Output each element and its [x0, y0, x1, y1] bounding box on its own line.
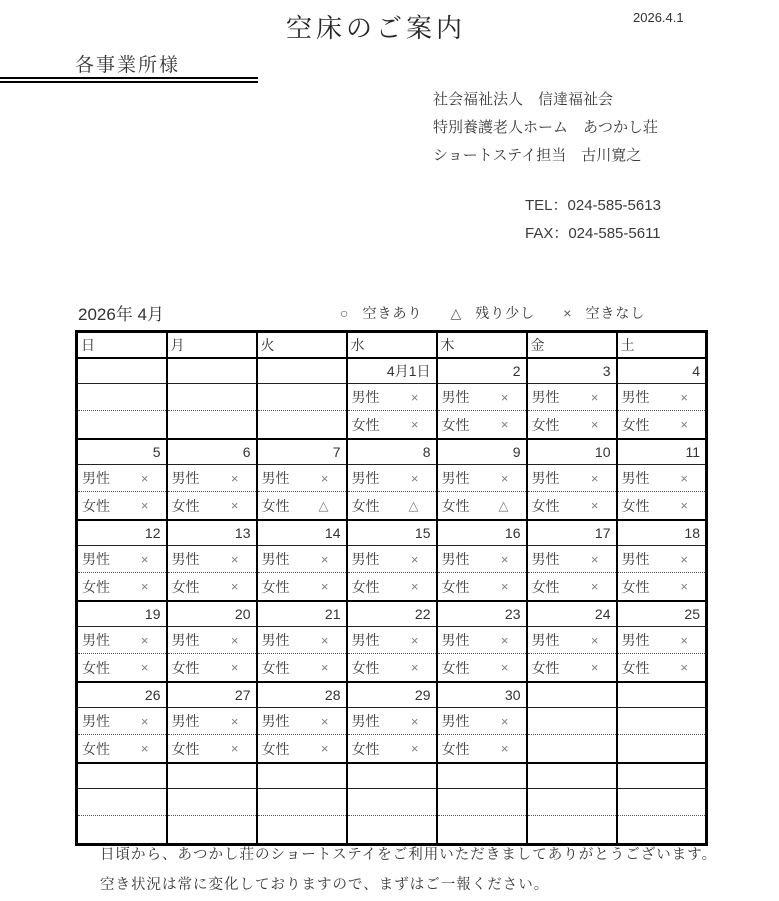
female-row — [77, 492, 707, 521]
date-cell: 17 — [527, 520, 617, 546]
gender-label: 女性 — [441, 659, 470, 676]
availability-cell — [617, 735, 707, 764]
circle-vacancy-icon: ○ — [340, 305, 349, 321]
date-cell: 22 — [347, 601, 437, 627]
availability-cell — [527, 546, 617, 573]
availability-cell — [77, 627, 167, 654]
availability-cell — [167, 654, 257, 683]
gender-label: 男性 — [441, 551, 470, 567]
availability-cell — [347, 465, 437, 492]
sender-organization: 社会福祉法人 信達福祉会 — [433, 91, 614, 108]
availability-symbol: × — [680, 632, 688, 648]
fax-number: FAX：024-585-5611 — [525, 225, 661, 242]
gender-label: 男性 — [621, 632, 650, 648]
availability-cell — [437, 789, 527, 816]
date-cell: 9 — [437, 439, 527, 465]
availability-symbol: × — [590, 498, 599, 513]
availability-cell — [617, 627, 707, 654]
availability-cell — [617, 573, 707, 602]
day-header: 水 — [347, 332, 437, 359]
gender-label: 男性 — [82, 713, 110, 729]
availability-cell — [167, 708, 257, 735]
date-cell: 12 — [77, 520, 167, 546]
legend-item — [340, 303, 422, 323]
date-row — [77, 601, 707, 627]
availability-symbol: × — [590, 632, 599, 648]
gender-label: 男性 — [171, 713, 200, 729]
availability-symbol: × — [680, 417, 688, 432]
date-cell: 30 — [437, 682, 527, 708]
issue-date: 2026.4.1 — [633, 10, 684, 25]
gender-label: 男性 — [441, 632, 470, 648]
availability-symbol: × — [410, 632, 419, 648]
gender-label: 女性 — [171, 578, 200, 595]
gender-label: 女性 — [171, 740, 200, 757]
availability-cell — [437, 411, 527, 440]
date-cell: 19 — [77, 601, 167, 627]
cross-full-icon: × — [563, 305, 572, 321]
date-cell — [77, 358, 167, 384]
gender-label: 女性 — [621, 659, 650, 676]
availability-cell — [527, 411, 617, 440]
availability-cell — [617, 384, 707, 411]
availability-cell — [617, 411, 707, 440]
availability-cell — [347, 546, 437, 573]
day-header: 火 — [257, 332, 347, 359]
gender-label: 女性 — [441, 416, 470, 433]
availability-symbol: △ — [408, 497, 419, 513]
date-cell: 4 — [617, 358, 707, 384]
gender-label: 女性 — [531, 659, 560, 676]
availability-symbol: × — [230, 579, 239, 594]
female-row — [77, 654, 707, 683]
date-cell: 16 — [437, 520, 527, 546]
date-cell: 25 — [617, 601, 707, 627]
availability-symbol: × — [500, 551, 509, 567]
availability-symbol: × — [500, 417, 509, 432]
availability-symbol: × — [410, 579, 419, 594]
availability-symbol: × — [500, 741, 509, 756]
legend-item — [450, 303, 535, 323]
availability-cell — [167, 546, 257, 573]
availability-symbol: × — [590, 417, 599, 432]
gender-label: 女性 — [531, 497, 560, 514]
date-row — [77, 439, 707, 465]
date-cell — [167, 763, 257, 789]
availability-cell — [257, 708, 347, 735]
date-cell: 18 — [617, 520, 707, 546]
availability-cell — [77, 465, 167, 492]
availability-symbol: × — [590, 389, 599, 405]
gender-label: 女性 — [82, 578, 110, 595]
availability-cell — [257, 573, 347, 602]
availability-symbol: × — [500, 389, 509, 405]
day-header-row — [77, 332, 707, 359]
availability-cell — [257, 654, 347, 683]
gender-label: 男性 — [261, 551, 290, 567]
availability-symbol: × — [410, 389, 419, 405]
gender-label: 男性 — [441, 470, 470, 486]
availability-cell — [527, 708, 617, 735]
availability-symbol: × — [320, 741, 329, 756]
gender-label: 女性 — [171, 497, 200, 514]
male-row — [77, 627, 707, 654]
availability-cell — [437, 465, 527, 492]
availability-cell — [527, 384, 617, 411]
availability-symbol: × — [140, 498, 149, 513]
availability-symbol: × — [410, 470, 419, 486]
date-cell: 5 — [77, 439, 167, 465]
gender-label: 男性 — [171, 632, 200, 648]
gender-label: 男性 — [351, 470, 380, 486]
day-header: 木 — [437, 332, 527, 359]
availability-symbol: × — [680, 470, 688, 486]
availability-symbol: × — [680, 498, 688, 513]
availability-symbol: × — [140, 713, 149, 729]
gender-label: 女性 — [351, 416, 380, 433]
availability-symbol: × — [140, 660, 149, 675]
gender-label: 女性 — [261, 497, 290, 514]
availability-symbol: × — [590, 470, 599, 486]
gender-label: 男性 — [82, 551, 110, 567]
availability-symbol: × — [500, 470, 509, 486]
female-row — [77, 411, 707, 440]
availability-cell — [527, 573, 617, 602]
availability-symbol: × — [500, 632, 509, 648]
date-cell: 20 — [167, 601, 257, 627]
availability-symbol: × — [680, 579, 688, 594]
availability-cell — [347, 654, 437, 683]
availability-symbol: △ — [498, 497, 509, 513]
gender-label: 男性 — [261, 632, 290, 648]
date-cell — [347, 763, 437, 789]
gender-label: 女性 — [171, 659, 200, 676]
footer-line-1: 日頃から、あつかし荘のショートステイをご利用いただきましてありがとうございます。 — [100, 847, 718, 863]
availability-cell — [437, 708, 527, 735]
gender-label: 男性 — [261, 470, 290, 486]
availability-cell — [347, 492, 437, 521]
date-cell: 3 — [527, 358, 617, 384]
availability-cell — [257, 411, 347, 440]
availability-symbol: × — [500, 579, 509, 594]
availability-cell — [527, 465, 617, 492]
gender-label: 男性 — [351, 632, 380, 648]
availability-cell — [167, 411, 257, 440]
date-cell: 15 — [347, 520, 437, 546]
sender-facility: 特別養護老人ホーム あつかし荘 — [433, 119, 659, 136]
day-header: 月 — [167, 332, 257, 359]
addressee: 各事業所様 — [75, 55, 181, 76]
gender-label: 男性 — [531, 632, 560, 648]
date-cell — [77, 763, 167, 789]
telfax-block — [525, 192, 661, 248]
availability-symbol: × — [410, 713, 419, 729]
availability-cell — [167, 573, 257, 602]
availability-cell — [77, 492, 167, 521]
gender-label: 女性 — [621, 497, 650, 514]
availability-symbol: × — [680, 551, 688, 567]
gender-label: 男性 — [171, 470, 200, 486]
availability-symbol: × — [320, 470, 329, 486]
gender-label: 女性 — [351, 740, 380, 757]
availability-cell — [77, 654, 167, 683]
date-row — [77, 358, 707, 384]
availability-cell — [437, 627, 527, 654]
date-cell: 28 — [257, 682, 347, 708]
availability-calendar-table — [75, 330, 708, 846]
availability-cell — [77, 573, 167, 602]
availability-cell — [347, 708, 437, 735]
date-cell — [617, 763, 707, 789]
availability-cell — [617, 708, 707, 735]
gender-label: 男性 — [531, 470, 560, 486]
day-header: 金 — [527, 332, 617, 359]
availability-cell — [257, 492, 347, 521]
male-row — [77, 789, 707, 816]
gender-label: 女性 — [621, 416, 650, 433]
gender-label: 女性 — [441, 740, 470, 757]
tel-number: TEL：024-585-5613 — [525, 197, 661, 214]
gender-label: 女性 — [82, 497, 110, 514]
gender-label: 女性 — [261, 740, 290, 757]
gender-label: 男性 — [171, 551, 200, 567]
availability-cell — [437, 573, 527, 602]
male-row — [77, 546, 707, 573]
sender-block — [433, 86, 658, 170]
date-cell: 23 — [437, 601, 527, 627]
gender-label: 女性 — [82, 740, 110, 757]
availability-cell — [437, 735, 527, 764]
sender-contact: ショートステイ担当 古川寛之 — [433, 147, 642, 164]
day-header: 土 — [617, 332, 707, 359]
date-cell: 8 — [347, 439, 437, 465]
availability-symbol: × — [680, 660, 688, 675]
availability-symbol: × — [680, 389, 688, 405]
availability-symbol: × — [140, 579, 149, 594]
availability-symbol: × — [320, 660, 329, 675]
availability-cell — [617, 789, 707, 816]
gender-label: 女性 — [621, 578, 650, 595]
date-cell: 10 — [527, 439, 617, 465]
gender-label: 女性 — [82, 659, 110, 676]
gender-label: 女性 — [441, 497, 470, 514]
date-cell — [437, 763, 527, 789]
availability-symbol: × — [410, 417, 419, 432]
gender-label: 女性 — [531, 578, 560, 595]
male-row — [77, 708, 707, 735]
availability-symbol: × — [230, 660, 239, 675]
date-cell — [257, 358, 347, 384]
availability-symbol: × — [500, 713, 509, 729]
availability-cell — [527, 654, 617, 683]
availability-symbol: × — [320, 632, 329, 648]
availability-cell — [77, 708, 167, 735]
date-cell — [527, 763, 617, 789]
gender-label: 男性 — [261, 713, 290, 729]
day-header: 日 — [77, 332, 167, 359]
availability-symbol: × — [230, 741, 239, 756]
legend-label: 空きなし — [585, 305, 646, 321]
availability-cell — [257, 384, 347, 411]
availability-cell — [257, 735, 347, 764]
date-cell — [167, 358, 257, 384]
date-cell: 2 — [437, 358, 527, 384]
availability-symbol: × — [410, 551, 419, 567]
availability-cell — [437, 492, 527, 521]
legend-item — [563, 303, 645, 323]
date-cell: 21 — [257, 601, 347, 627]
availability-cell — [77, 789, 167, 816]
date-cell: 7 — [257, 439, 347, 465]
male-row — [77, 384, 707, 411]
gender-label: 男性 — [82, 470, 110, 486]
legend-label: 残り少し — [475, 305, 536, 321]
availability-cell — [257, 789, 347, 816]
gender-label: 男性 — [621, 389, 650, 405]
availability-symbol: × — [140, 632, 149, 648]
date-cell: 26 — [77, 682, 167, 708]
availability-cell — [257, 546, 347, 573]
availability-cell — [527, 735, 617, 764]
availability-cell — [167, 627, 257, 654]
addressee-underline — [0, 77, 258, 83]
date-row — [77, 682, 707, 708]
gender-label: 男性 — [351, 551, 380, 567]
availability-symbol: × — [140, 551, 149, 567]
triangle-few-icon: △ — [450, 304, 462, 321]
legend-label: 空きあり — [362, 305, 423, 321]
gender-label: 女性 — [441, 578, 470, 595]
date-row — [77, 520, 707, 546]
availability-cell — [167, 735, 257, 764]
availability-cell — [257, 465, 347, 492]
gender-label: 女性 — [351, 497, 380, 514]
availability-symbol: × — [410, 660, 419, 675]
availability-cell — [167, 465, 257, 492]
availability-cell — [77, 411, 167, 440]
female-row — [77, 573, 707, 602]
availability-symbol: × — [590, 551, 599, 567]
availability-symbol: × — [590, 579, 599, 594]
availability-symbol: × — [230, 498, 239, 513]
gender-label: 女性 — [261, 578, 290, 595]
availability-cell — [77, 384, 167, 411]
availability-cell — [347, 735, 437, 764]
female-row — [77, 735, 707, 764]
availability-cell — [167, 384, 257, 411]
availability-cell — [347, 789, 437, 816]
availability-symbol: × — [230, 551, 239, 567]
availability-symbol: × — [140, 470, 149, 486]
availability-cell — [437, 654, 527, 683]
availability-symbol: △ — [318, 497, 329, 513]
gender-label: 男性 — [351, 389, 380, 405]
gender-label: 男性 — [82, 632, 110, 648]
date-cell: 11 — [617, 439, 707, 465]
gender-label: 女性 — [531, 416, 560, 433]
availability-cell — [437, 546, 527, 573]
gender-label: 男性 — [441, 389, 470, 405]
availability-cell — [527, 789, 617, 816]
availability-symbol: × — [140, 741, 149, 756]
page-title: 空床のご案内 — [285, 13, 466, 43]
availability-symbol: × — [590, 660, 599, 675]
date-row — [77, 763, 707, 789]
availability-cell — [527, 492, 617, 521]
gender-label: 女性 — [351, 659, 380, 676]
gender-label: 女性 — [351, 578, 380, 595]
availability-cell — [617, 465, 707, 492]
availability-symbol: × — [230, 713, 239, 729]
gender-label: 男性 — [621, 551, 650, 567]
male-row — [77, 465, 707, 492]
availability-symbol: × — [410, 741, 419, 756]
availability-symbol: × — [500, 660, 509, 675]
availability-cell — [347, 411, 437, 440]
availability-symbol: × — [230, 632, 239, 648]
date-cell — [257, 763, 347, 789]
footer-note — [100, 840, 717, 900]
availability-cell — [437, 384, 527, 411]
availability-cell — [257, 627, 347, 654]
availability-cell — [77, 735, 167, 764]
availability-cell — [167, 789, 257, 816]
gender-label: 男性 — [531, 389, 560, 405]
month-label: 2026年 4月 — [78, 305, 164, 324]
availability-symbol: × — [320, 579, 329, 594]
gender-label: 男性 — [441, 713, 470, 729]
date-cell: 14 — [257, 520, 347, 546]
availability-symbol: × — [230, 470, 239, 486]
availability-cell — [167, 492, 257, 521]
date-cell: 13 — [167, 520, 257, 546]
gender-label: 男性 — [621, 470, 650, 486]
availability-cell — [617, 546, 707, 573]
availability-symbol: × — [320, 551, 329, 567]
availability-cell — [617, 654, 707, 683]
gender-label: 女性 — [261, 659, 290, 676]
availability-cell — [77, 546, 167, 573]
availability-cell — [347, 384, 437, 411]
date-cell: 27 — [167, 682, 257, 708]
gender-label: 男性 — [531, 551, 560, 567]
availability-cell — [617, 492, 707, 521]
availability-cell — [347, 627, 437, 654]
date-cell — [617, 682, 707, 708]
gender-label: 男性 — [351, 713, 380, 729]
availability-cell — [347, 573, 437, 602]
footer-line-2: 空き状況は常に変化しておりますので、まずはご一報ください。 — [100, 877, 550, 893]
availability-symbol: × — [320, 713, 329, 729]
date-cell — [527, 682, 617, 708]
availability-legend — [340, 303, 645, 323]
date-cell: 4月1日 — [347, 358, 437, 384]
date-cell: 29 — [347, 682, 437, 708]
date-cell: 24 — [527, 601, 617, 627]
availability-cell — [527, 627, 617, 654]
date-cell: 6 — [167, 439, 257, 465]
